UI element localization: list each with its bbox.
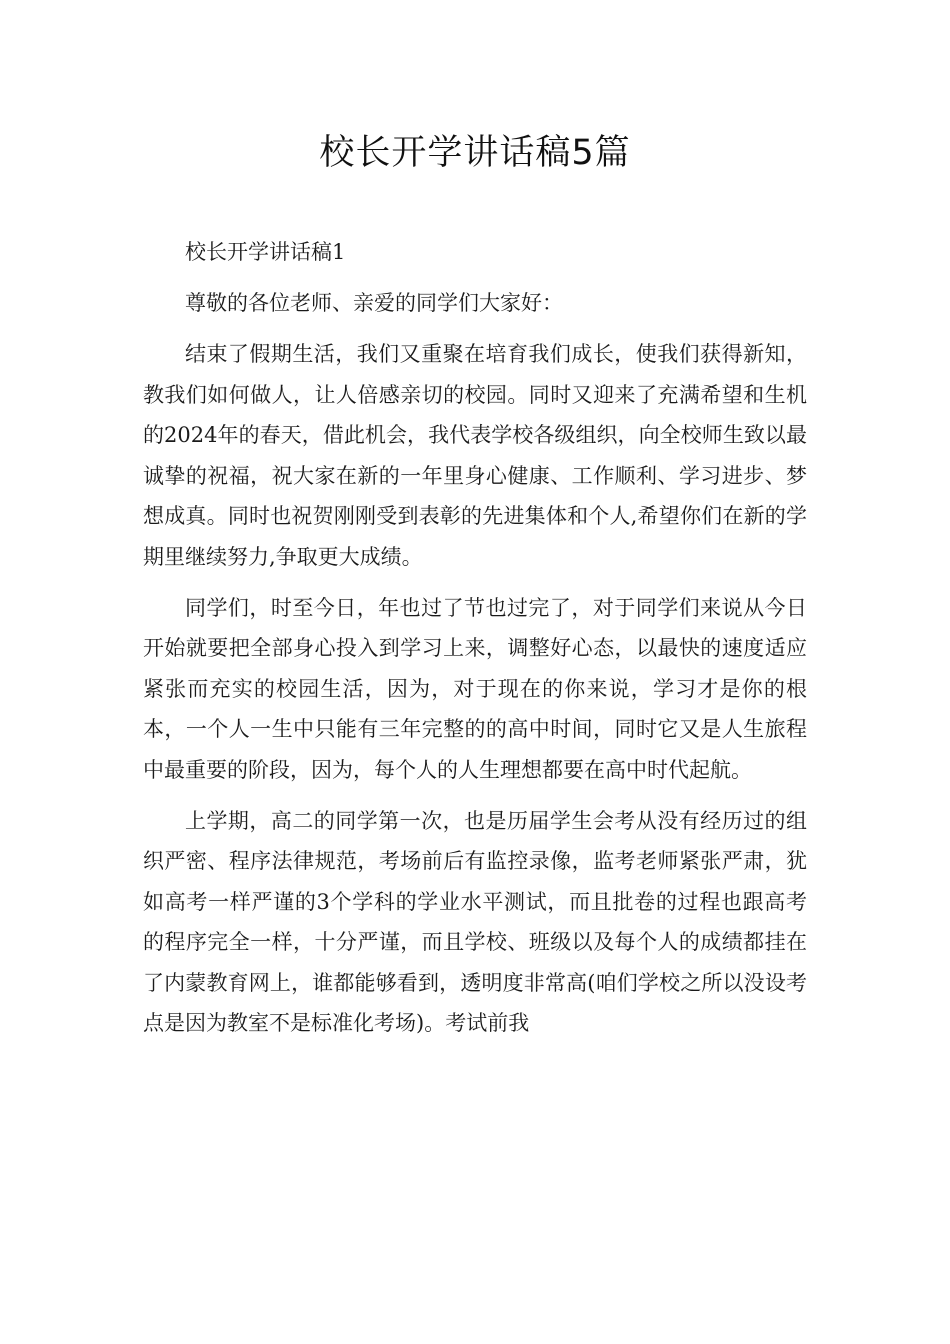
document-title: 校长开学讲话稿5篇 — [319, 133, 631, 173]
section-heading: 校长开学讲话稿1 — [185, 240, 346, 264]
salutation: 尊敬的各位老师、亲爱的同学们大家好： — [185, 291, 563, 315]
body-paragraph: 同学们，时至今日，年也过了节也过完了，对于同学们来说从今日开始就要把全部身心投入到学习上来，调整好心态，以最快的速度适应紧张而充实的校园生活，因为，对于现在的你来说，学习才是你的根本，一个人一生中只能有三年完整的的高中时间，同时它又是人生旅程中最重要的阶段，因为，每个人的人生理想都要在高中时代起航。 — [143, 595, 807, 782]
body-paragraph: 结束了假期生活，我们又重聚在培育我们成长，使我们获得新知，教我们如何做人，让人倍感亲切的校园。同时又迎来了充满希望和生机的2024年的春天，借此机会，我代表学校各级组织，向全校师生致以最诚挚的祝福，祝大家在新的一年里身心健康、工作顺利、学习进步、梦想成真。同时也祝贺刚刚受到表彰的先进集体和个人,希望你们在新的学期里继续努力,争取更大成绩。 — [143, 342, 807, 569]
body-paragraph: 上学期，高二的同学第一次，也是历届学生会考从没有经历过的组织严密、程序法律规范，考场前后有监控录像，监考老师紧张严肃，犹如高考一样严谨的3个学科的学业水平测试，而且批卷的过程也跟高考的程序完全一样，十分严谨，而且学校、班级以及每个人的成绩都挂在了内蒙教育网上，谁都能够看到，透明度非常高(咱们学校之所以没设考点是因为教室不是标准化考场)。考试前我 — [143, 808, 807, 1035]
document-body — [143, 232, 807, 1054]
